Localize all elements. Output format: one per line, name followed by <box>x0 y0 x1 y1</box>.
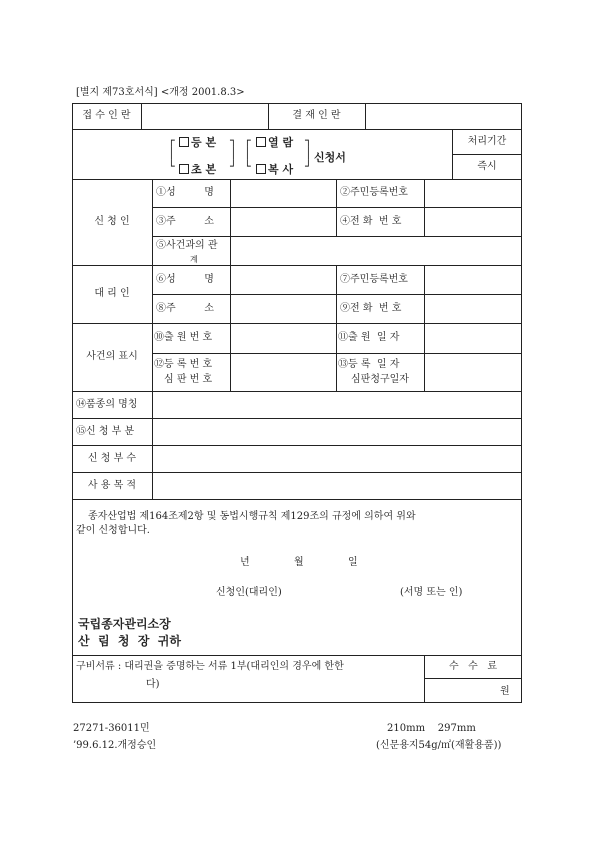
variety-name-label: ⑭품종의 명칭 <box>76 398 138 410</box>
mid-bracket-bottom: ┘ <box>230 160 237 173</box>
statement-line-2: 같이 신청합니다. <box>76 525 150 536</box>
case-section-label: 사건의 표시 <box>86 351 138 362</box>
applicant-relation-label: ⑤사건과의 관 <box>156 240 218 251</box>
signer-label: 신청인(대리인) <box>216 587 282 598</box>
receipt-seal-label: 접 수 인 란 <box>82 110 131 121</box>
recipient-seed-agency: 국립종자관리소장 <box>78 617 171 631</box>
application-number-field[interactable] <box>231 324 335 352</box>
applicant-rrn-field[interactable] <box>425 180 521 206</box>
certified-copy-checkbox[interactable] <box>179 137 189 147</box>
date-day-label: 일 <box>348 557 358 568</box>
registration-number-field[interactable] <box>231 354 335 390</box>
mid-bracket-mid: │ <box>230 147 237 160</box>
request-type-selector <box>168 134 368 178</box>
agent-name-label: ⑥성 명 <box>156 273 214 285</box>
application-date-field[interactable] <box>425 324 521 352</box>
right-bracket-mid: │ <box>244 147 251 160</box>
registration-date-label: ⑬등 록 일 자 <box>338 359 400 370</box>
end-bracket-mid: │ <box>305 147 312 160</box>
request-part-label: ⑮신 청 부 분 <box>76 425 135 437</box>
copies-field[interactable] <box>153 446 521 471</box>
required-documents-line-2: 다) <box>146 679 160 690</box>
form-code: 27271-36011민 <box>73 723 150 734</box>
application-number-label: ⑩출 원 번 호 <box>154 332 213 343</box>
approval-seal-field[interactable] <box>366 104 521 128</box>
form-reference: [별지 제73호서식] <개정 2001.8.3> <box>76 87 245 98</box>
applicant-address-label: ③주 소 <box>156 215 214 227</box>
option-certified-copy[interactable]: 등 본 <box>177 134 216 150</box>
fee-unit: 원 <box>500 686 510 697</box>
end-bracket-top: ┐ <box>305 134 312 147</box>
request-suffix: 신청서 <box>314 151 346 164</box>
agent-section-label: 대 리 인 <box>94 288 130 299</box>
right-bracket-bottom: └ <box>244 160 251 173</box>
registration-date-field[interactable] <box>425 354 521 390</box>
application-form <box>72 103 522 703</box>
photocopy-checkbox[interactable] <box>256 164 266 174</box>
option-extract-copy[interactable]: 초 본 <box>177 161 216 177</box>
registration-number-label: ⑫등 록 번 호 <box>154 359 213 370</box>
processing-period-value: 즉시 <box>477 160 497 172</box>
applicant-name-label: ①성 명 <box>156 187 214 198</box>
applicant-address-field[interactable] <box>231 208 335 235</box>
end-bracket-bottom: ┘ <box>305 160 312 173</box>
copies-label: 신 청 부 수 <box>87 452 137 464</box>
application-date-label: ⑪출 원 일 자 <box>338 332 400 343</box>
paper-spec: (신문용지54g/㎡(재활용품)) <box>376 740 502 751</box>
agent-name-field[interactable] <box>231 266 335 293</box>
statement-line-1: 종자산업법 제164조제2항 및 동법시행규칙 제129조의 규정에 의하여 위와 <box>88 511 416 522</box>
variety-name-field[interactable] <box>153 392 521 417</box>
paper-size: 210mm 297mm <box>387 723 476 734</box>
fee-label: 수 수 료 <box>448 660 498 672</box>
agent-phone-field[interactable] <box>425 295 521 322</box>
signature-field[interactable]: (서명 또는 인) <box>400 587 463 598</box>
inspection-checkbox[interactable] <box>256 137 266 147</box>
option-photocopy[interactable]: 복 사 <box>254 161 293 177</box>
applicant-section-label: 신 청 인 <box>94 216 130 227</box>
left-bracket-top: ┌ <box>168 134 175 147</box>
agent-address-field[interactable] <box>231 295 335 322</box>
agent-phone-label: ⑨전 화 번 호 <box>340 302 402 314</box>
applicant-relation-label-wrap: 계 <box>190 255 198 264</box>
date-year-label: 년 <box>240 557 250 568</box>
left-bracket-mid: │ <box>168 147 175 160</box>
trial-number-label: 심 판 번 호 <box>164 374 213 385</box>
left-bracket-bottom: └ <box>168 160 175 173</box>
extract-copy-checkbox[interactable] <box>179 164 189 174</box>
recipient-forest-service: 산 림 청 장 귀하 <box>78 634 181 648</box>
date-month-label: 월 <box>294 557 304 568</box>
applicant-relation-field[interactable] <box>231 237 521 264</box>
purpose-field[interactable] <box>153 473 521 498</box>
request-part-field[interactable] <box>153 419 521 444</box>
trial-request-date-label: 심판청구일자 <box>351 374 409 385</box>
applicant-phone-field[interactable] <box>425 208 521 235</box>
applicant-rrn-label: ②주민등록번호 <box>340 187 408 198</box>
approval-seal-label: 결 재 인 란 <box>292 110 341 121</box>
fee-field[interactable] <box>425 679 495 701</box>
right-bracket-top: ┌ <box>244 134 251 147</box>
agent-address-label: ⑧주 소 <box>156 302 214 314</box>
agent-rrn-field[interactable] <box>425 266 521 293</box>
applicant-phone-label: ④전 화 번 호 <box>340 215 402 227</box>
processing-period-label: 처리기간 <box>467 135 507 147</box>
required-documents-line-1: 구비서류 : 대리권을 증명하는 서류 1부(대리인의 경우에 한한 <box>76 661 344 672</box>
revision-approval: ’99.6.12.개정승인 <box>73 740 157 751</box>
receipt-seal-field[interactable] <box>142 104 267 128</box>
applicant-name-field[interactable] <box>231 180 335 206</box>
agent-rrn-label: ⑦주민등록번호 <box>340 273 408 285</box>
mid-bracket-top: ┐ <box>230 134 237 147</box>
purpose-label: 사 용 목 적 <box>87 479 137 491</box>
option-inspection[interactable]: 열 람 <box>254 134 293 150</box>
